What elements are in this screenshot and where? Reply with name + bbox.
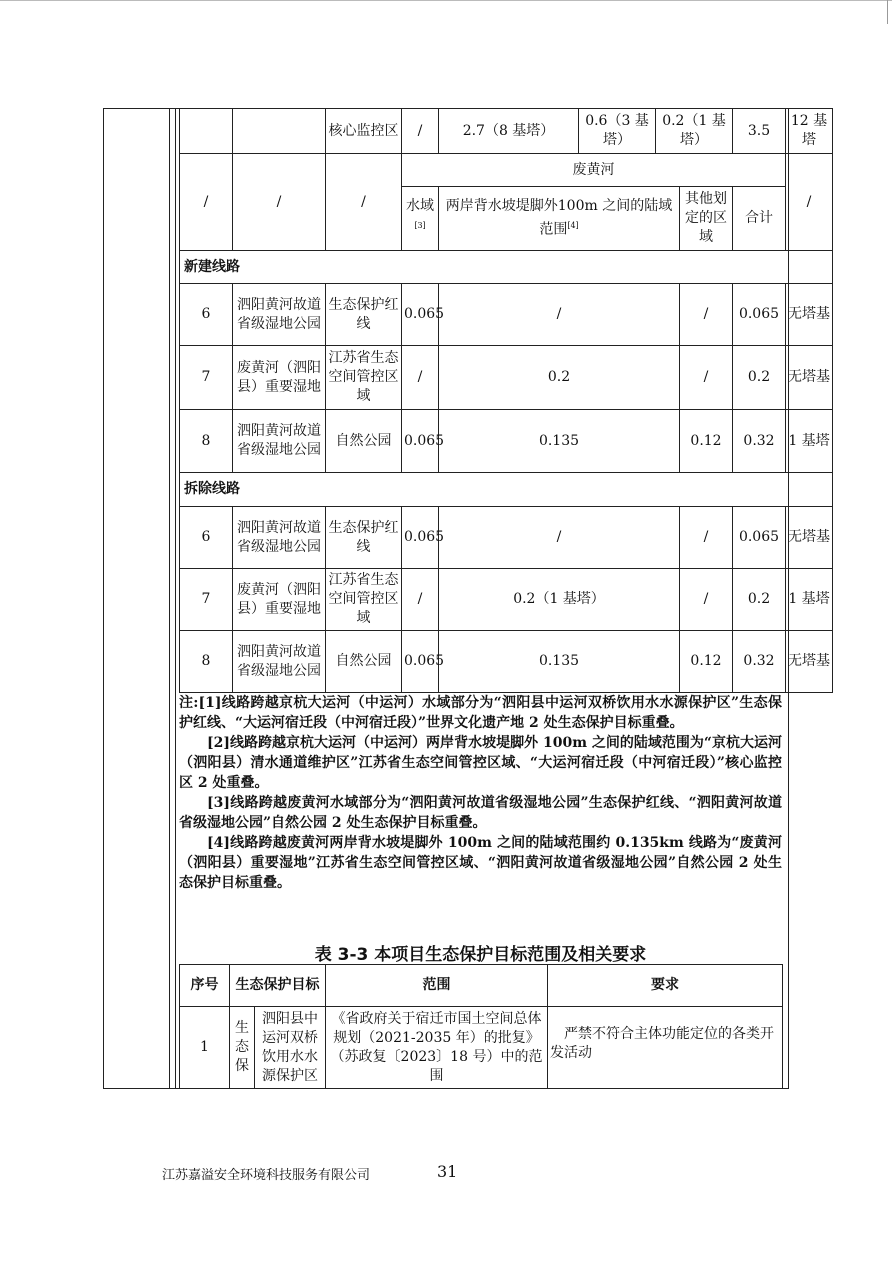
header-requirement: 要求 bbox=[548, 965, 783, 1007]
note-4: [4]线路跨越废黄河两岸背水坡堤脚外 100m 之间的陆域范围约 0.135km 线路为“废黄河（泗阳县）重要湿地”江苏省生态空间管控区域、“泗阳黄河故道省级湿地公园”自然公园 2 处生态保护目标重叠。 bbox=[179, 835, 782, 891]
cell-other-b: 0.2（1 基塔） bbox=[662, 113, 726, 148]
cell-total: 0.2 bbox=[733, 346, 786, 410]
cell-zone-type: 核心监控区 bbox=[326, 109, 402, 154]
table-row bbox=[180, 631, 833, 693]
note-1: 注:[1]线路跨越京杭大运河（中运河）水域部分为“泗阳县中运河双桥饮用水水源保护区”生态保护红线、“大运河宿迁段（中河宿迁段）”世界文化遗产地 2 处生态保护目标重叠。 bbox=[179, 695, 782, 731]
table-row bbox=[180, 109, 833, 154]
header-target: 生态保护目标 bbox=[230, 965, 326, 1007]
cell-name: 废黄河（泗阳县）重要湿地 bbox=[233, 569, 326, 631]
cell-no: 1 bbox=[180, 1007, 230, 1089]
cell-type: 江苏省生态空间管控区域 bbox=[326, 569, 402, 631]
cell-other: / bbox=[680, 346, 733, 410]
overlap-table bbox=[179, 108, 833, 693]
cell-land: / bbox=[439, 284, 680, 346]
cell-scope: 《省政府关于宿迁市国土空间总体规划（2021-2035 年）的批复》（苏政复〔2023〕18 号）中的范围 bbox=[326, 1007, 548, 1089]
cell-no: 8 bbox=[180, 631, 233, 693]
cell-name: 泗阳黄河故道省级湿地公园 bbox=[233, 631, 326, 693]
cell-total: 3.5 bbox=[733, 109, 786, 154]
cell-type: 生态保护红线 bbox=[326, 507, 402, 569]
cell-land: 2.7（8 基塔） bbox=[439, 109, 579, 154]
cell-water: / bbox=[402, 569, 439, 631]
cell-requirement: 严禁不符合主体功能定位的各类开发活动 bbox=[548, 1007, 783, 1089]
cell-water: 0.065 bbox=[402, 631, 439, 693]
cell-other: 0.12 bbox=[680, 410, 733, 473]
cell-towers: 无塔基 bbox=[786, 284, 833, 346]
note-3: [3]线路跨越废黄河水域部分为“泗阳黄河故道省级湿地公园”生态保护红线、“泗阳黄河故道省级湿地公园”自然公园 2 处生态保护目标重叠。 bbox=[179, 795, 782, 831]
cell-other: / bbox=[680, 569, 733, 631]
cell-towers: 无塔基 bbox=[786, 631, 833, 693]
cell-water: 0.065 bbox=[402, 507, 439, 569]
table-row bbox=[180, 346, 833, 410]
frame-column-divider-1 bbox=[169, 108, 170, 1089]
cell-type: 江苏省生态空间管控区域 bbox=[326, 346, 402, 410]
table-row bbox=[180, 410, 833, 473]
header-cell: / bbox=[326, 154, 402, 251]
section-row bbox=[180, 251, 833, 284]
cell-no: 6 bbox=[180, 284, 233, 346]
cell-total: 0.065 bbox=[733, 507, 786, 569]
ref-mark: [4] bbox=[567, 221, 579, 231]
cell-total: 0.2 bbox=[733, 569, 786, 631]
cell-no: 6 bbox=[180, 507, 233, 569]
cell-other-a: 0.6（3 基塔） bbox=[579, 109, 656, 153]
protection-target-table bbox=[179, 964, 783, 1089]
cell-towers: 1 基塔 bbox=[786, 569, 833, 631]
cell-target: 泗阳县中运河双桥饮用水水源保护区 bbox=[255, 1007, 326, 1089]
page-right-edge bbox=[887, 0, 888, 24]
header-river: 废黄河 bbox=[402, 154, 786, 187]
cell-no: 7 bbox=[180, 569, 233, 631]
cell-name: 泗阳黄河故道省级湿地公园 bbox=[233, 410, 326, 473]
cell-other: / bbox=[680, 507, 733, 569]
cell-land: 0.2 bbox=[439, 346, 680, 410]
cell-other: 0.12 bbox=[680, 631, 733, 693]
ref-mark: [3] bbox=[414, 221, 426, 231]
header-scope: 范围 bbox=[326, 965, 548, 1007]
cell-no: 8 bbox=[180, 410, 233, 473]
cell-water: / bbox=[402, 109, 439, 154]
cell-water: 0.065 bbox=[402, 284, 439, 346]
cell-no: 7 bbox=[180, 346, 233, 410]
cell-land: / bbox=[439, 507, 680, 569]
header-land: 两岸背水坡堤脚外100m 之间的陆域范围[4] bbox=[439, 187, 680, 251]
header-other: 其他划定的区域 bbox=[680, 187, 733, 251]
cell-name: 泗阳黄河故道省级湿地公园 bbox=[233, 284, 326, 346]
cell-land: 0.135 bbox=[439, 631, 680, 693]
table-caption: 表 3-3 本项目生态保护目标范围及相关要求 bbox=[314, 945, 647, 965]
table-header-row bbox=[180, 154, 833, 187]
table-row bbox=[180, 284, 833, 346]
cell-water: / bbox=[402, 346, 439, 410]
cell-name: 泗阳黄河故道省级湿地公园 bbox=[233, 507, 326, 569]
cell-type: 生态保护红线 bbox=[326, 284, 402, 346]
cell-category: 生态保 bbox=[230, 1007, 255, 1089]
frame-column-divider-2 bbox=[175, 108, 176, 1089]
table-row bbox=[180, 569, 833, 631]
cell-land: 0.2（1 基塔） bbox=[439, 569, 680, 631]
section-row bbox=[180, 473, 833, 507]
header-cell: / bbox=[233, 154, 326, 251]
page-top-edge bbox=[0, 0, 892, 1]
cell-total: 0.32 bbox=[733, 410, 786, 473]
table-notes bbox=[179, 693, 782, 893]
header-cell: / bbox=[180, 154, 233, 251]
cell-land: 0.135 bbox=[439, 410, 680, 473]
cell-name: 废黄河（泗阳县）重要湿地 bbox=[233, 346, 326, 410]
header-towers: / bbox=[786, 154, 833, 251]
cell-other: / bbox=[680, 284, 733, 346]
cell-type: 自然公园 bbox=[326, 410, 402, 473]
cell-towers: 1 基塔 bbox=[786, 410, 833, 473]
section-removed-lines: 拆除线路 bbox=[180, 473, 833, 507]
cell-towers: 无塔基 bbox=[786, 346, 833, 410]
note-2: [2]线路跨越京杭大运河（中运河）两岸背水坡堤脚外 100m 之间的陆域范围为“京杭大运河（泗阳县）清水通道维护区”江苏省生态空间管控区域、“大运河宿迁段（中河宿迁段）”核心监控区 2 处重叠。 bbox=[179, 735, 782, 791]
section-new-lines: 新建线路 bbox=[180, 251, 833, 284]
cell-towers: 无塔基 bbox=[786, 507, 833, 569]
header-total: 合计 bbox=[733, 187, 786, 251]
table-row bbox=[180, 507, 833, 569]
page-number: 31 bbox=[437, 1162, 458, 1181]
header-no: 序号 bbox=[180, 965, 230, 1007]
header-water: 水域 [3] bbox=[402, 187, 439, 251]
table-header-row bbox=[180, 965, 783, 1007]
cell-water: 0.065 bbox=[402, 410, 439, 473]
cell-towers: 12 基塔 bbox=[786, 109, 833, 154]
cell-type: 自然公园 bbox=[326, 631, 402, 693]
table-row bbox=[180, 1007, 783, 1089]
footer-company: 江苏嘉溢安全环境科技服务有限公司 bbox=[162, 1168, 371, 1183]
cell-total: 0.065 bbox=[733, 284, 786, 346]
cell-total: 0.32 bbox=[733, 631, 786, 693]
